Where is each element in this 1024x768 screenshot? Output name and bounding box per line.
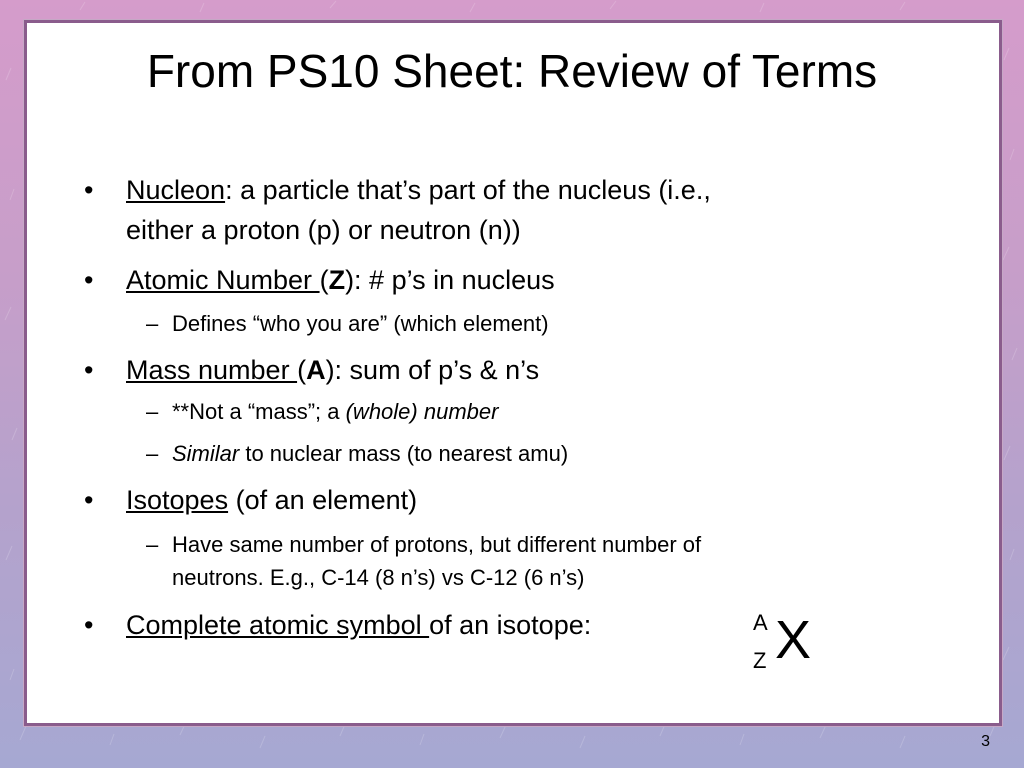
slide-title: From PS10 Sheet: Review of Terms [146,45,878,97]
dash-marker: – [146,532,159,557]
atomic-number-paren: ( [319,265,329,295]
dash-marker: – [146,441,159,466]
term-isotopes: Isotopes [126,485,229,515]
bullet-isotopes [126,482,417,518]
mass-number-symbol: A [306,355,326,385]
nucleon-definition-line2: either a proton (p) or neutron (n)) [126,215,521,245]
mass-number-sub-1-italic: (whole) number [345,399,499,424]
bullet-atomic-number [126,262,555,298]
symbol-element: X [775,610,812,670]
nucleon-definition-line1: : a particle that’s part of the nucleus (i.e., [225,175,711,205]
bullet-marker: • [84,175,94,205]
bullet-complete-atomic-symbol [126,607,591,643]
isotopes-sub-line1: Have same number of protons, but different number of [172,532,702,557]
mass-number-sub-2-plain: to nuclear mass (to nearest amu) [239,441,569,466]
dash-marker: – [146,311,159,336]
bullet-mass-number [126,352,539,388]
term-mass-number: Mass number [126,355,298,385]
bullet-nucleon [126,172,711,208]
mass-number-sub-1-plain: **Not a “mass”; a [172,399,346,424]
mass-number-sub-2-italic: Similar [172,441,240,466]
term-nucleon: Nucleon [126,175,226,205]
page-number: 3 [981,733,990,750]
term-atomic-number: Atomic Number [126,265,320,295]
mass-number-definition: ): sum of p’s & n’s [325,355,540,385]
bullet-marker: • [84,355,94,385]
atomic-number-symbol: Z [328,265,346,295]
mass-number-sub-1 [172,397,498,427]
symbol-atomic-number: Z [753,648,767,673]
mass-number-paren: ( [297,355,307,385]
complete-atomic-symbol-definition: of an isotope: [429,610,592,640]
bullet-marker: • [84,485,94,515]
mass-number-sub-2 [172,439,568,469]
symbol-mass-number: A [753,610,768,635]
atomic-number-sub-1: Defines “who you are” (which element) [172,311,549,336]
isotopes-sub-line2: neutrons. E.g., C-14 (8 n’s) vs C-12 (6 n’s) [172,565,585,590]
bullet-marker: • [84,265,94,295]
atomic-number-definition: ): # p’s in nucleus [345,265,555,295]
term-complete-atomic-symbol: Complete atomic symbol [126,610,430,640]
dash-marker: – [146,399,159,424]
isotopes-definition: (of an element) [228,485,418,515]
bullet-marker: • [84,610,94,640]
